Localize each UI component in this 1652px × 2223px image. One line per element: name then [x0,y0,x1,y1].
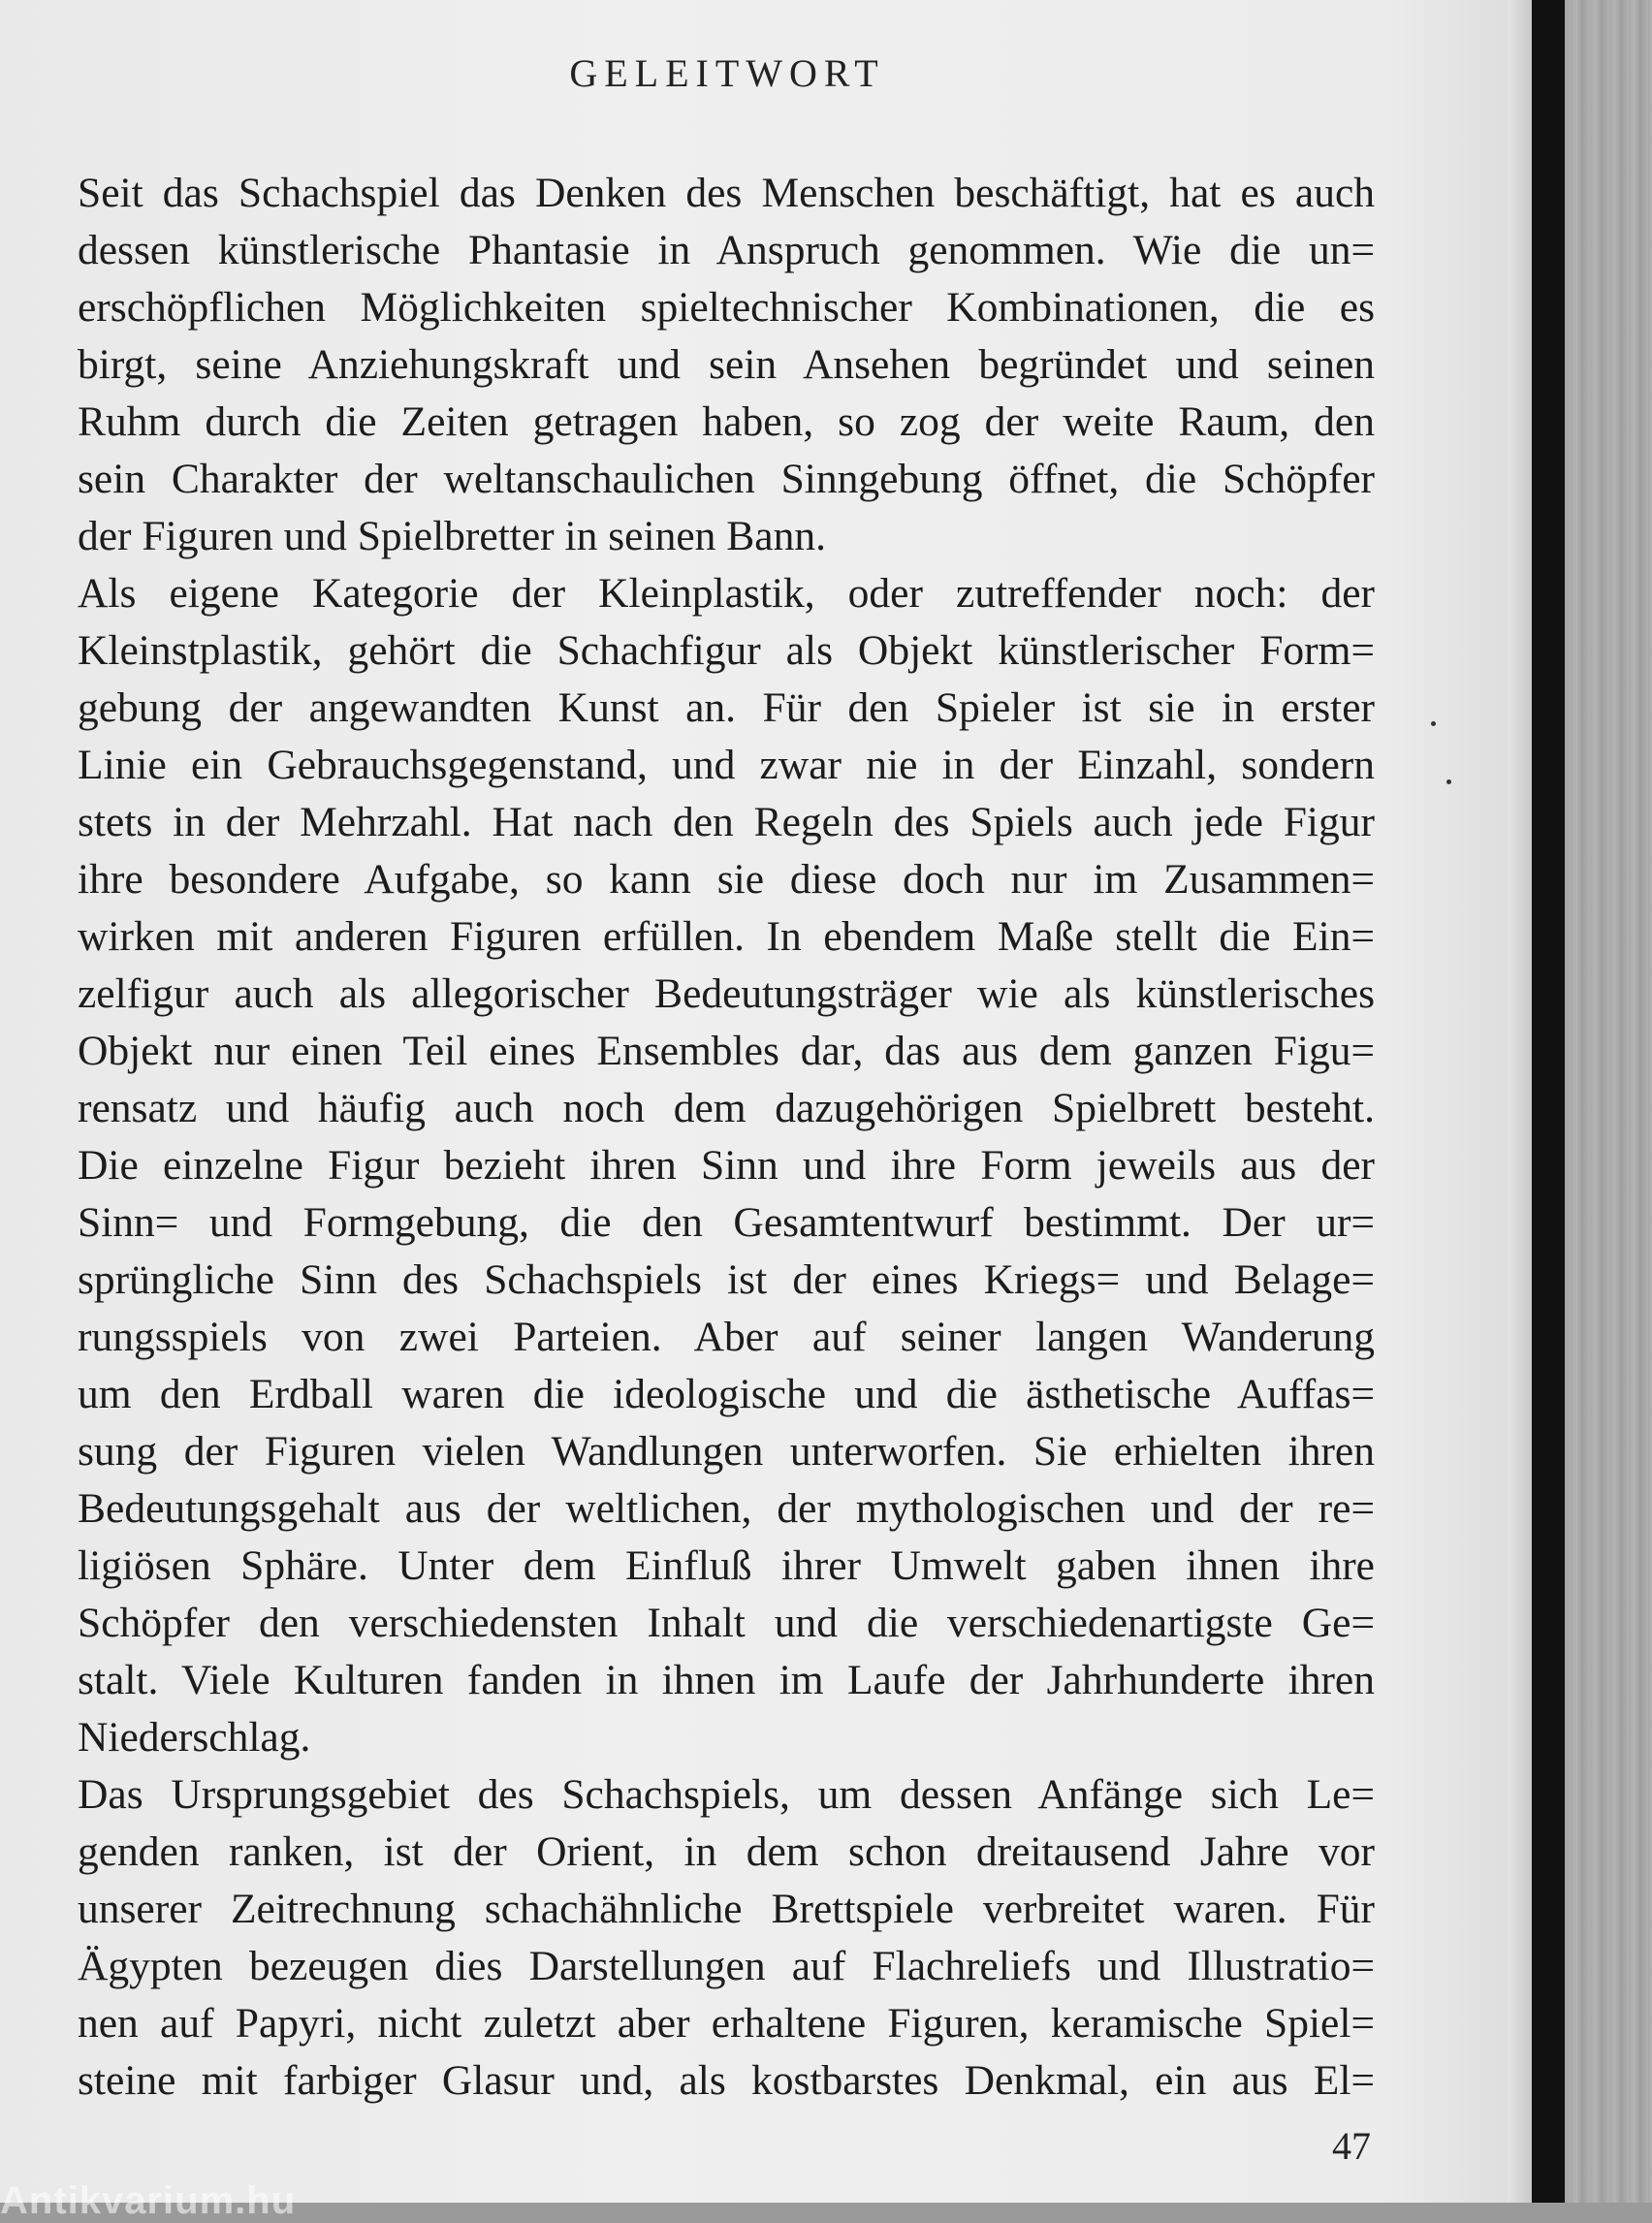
text-line: zelfigur auch als allegorischer Bedeutungsträger wie als künstlerisches [78,970,1375,1017]
text-line: Seit das Schachspiel das Denken des Menschen beschäftigt, hat es auch [78,170,1375,216]
text-line: stalt. Viele Kulturen fanden in ihnen im Laufe der Jahrhunderte ihren [78,1657,1375,1703]
text-line: Als eigene Kategorie der Kleinplastik, oder zutreffender noch: der [78,570,1375,617]
text-line: wirken mit anderen Figuren erfüllen. In ebendem Maße stellt die Ein= [78,913,1375,960]
page-gutter-shadow [1508,0,1532,2203]
text-line: Objekt nur einen Teil eines Ensembles dar, das aus dem ganzen Figu= [78,1028,1375,1074]
page-number: 47 [1332,2124,1371,2168]
paragraph-2 [78,565,1375,1766]
text-line: Schöpfer den verschiedensten Inhalt und die verschiedenartigste Ge= [78,1600,1375,1646]
text-line: rungsspiels von zwei Parteien. Aber auf seiner langen Wanderung [78,1314,1375,1360]
text-line: Ruhm durch die Zeiten getragen haben, so zog der weite Raum, den [78,398,1375,445]
book-cover-edge [1530,0,1565,2203]
text-line: sein Charakter der weltanschaulichen Sinngebung öffnet, die Schöpfer [78,456,1375,502]
text-line: dessen künstlerische Phantasie in Anspruch genommen. Wie die un= [78,227,1375,273]
text-line: Bedeutungsgehalt aus der weltlichen, der mythologischen und der re= [78,1485,1375,1532]
text-line: sprüngliche Sinn des Schachspiels ist der eines Kriegs= und Belage= [78,1256,1375,1303]
text-line: rensatz und häufig auch noch dem dazugehörigen Spielbrett besteht. [78,1085,1375,1131]
running-header: GELEITWORT [569,51,885,95]
text-line: Sinn= und Formgebung, die den Gesamtentwurf bestimmt. Der ur= [78,1199,1375,1246]
text-line: birgt, seine Anziehungskraft und sein Ansehen begründet und seinen [78,341,1375,388]
text-line: Kleinstplastik, gehört die Schachfigur als Objekt künstlerischer Form= [78,627,1375,674]
watermark: Antikvarium.hu [0,2179,297,2222]
text-line: unserer Zeitrechnung schachähnliche Brettspiele verbreitet waren. Für [78,1886,1375,1932]
paragraph-3 [78,1766,1375,2110]
paragraph-1 [78,165,1375,565]
text-line: stets in der Mehrzahl. Hat nach den Regeln des Spiels auch jede Figur [78,799,1375,845]
text-line: Das Ursprungsgebiet des Schachspiels, um dessen Anfänge sich Le= [78,1771,1375,1818]
text-line: Linie ein Gebrauchsgegenstand, und zwar nie in der Einzahl, sondern [78,742,1375,788]
margin-speck [1446,779,1451,784]
text-line: ihre besondere Aufgabe, so kann sie diese doch nur im Zusammen= [78,856,1375,903]
text-line: um den Erdball waren die ideologische und die ästhetische Auffas= [78,1371,1375,1417]
body-text [78,165,1375,2110]
text-line: Niederschlag. [78,1714,311,1761]
text-line: steine mit farbiger Glasur und, als kostbarstes Denkmal, ein aus El= [78,2057,1375,2104]
text-line: nen auf Papyri, nicht zuletzt aber erhaltene Figuren, keramische Spiel= [78,2000,1375,2047]
text-line: gebung der angewandten Kunst an. Für den Spieler ist sie in erster [78,684,1375,731]
text-line: Ägypten bezeugen dies Darstellungen auf Flachreliefs und Illustratio= [78,1943,1375,1989]
text-line: der Figuren und Spielbretter in seinen Bann. [78,513,826,559]
text-line: erschöpflichen Möglichkeiten spieltechnischer Kombinationen, die es [78,284,1375,331]
text-line: sung der Figuren vielen Wandlungen unterworfen. Sie erhielten ihren [78,1428,1375,1475]
text-line: Die einzelne Figur bezieht ihren Sinn und ihre Form jeweils aus der [78,1142,1375,1189]
text-line: ligiösen Sphäre. Unter dem Einfluß ihrer Umwelt gaben ihnen ihre [78,1542,1375,1589]
text-line: genden ranken, ist der Orient, in dem schon dreitausend Jahre vor [78,1828,1375,1875]
margin-speck [1431,721,1436,726]
